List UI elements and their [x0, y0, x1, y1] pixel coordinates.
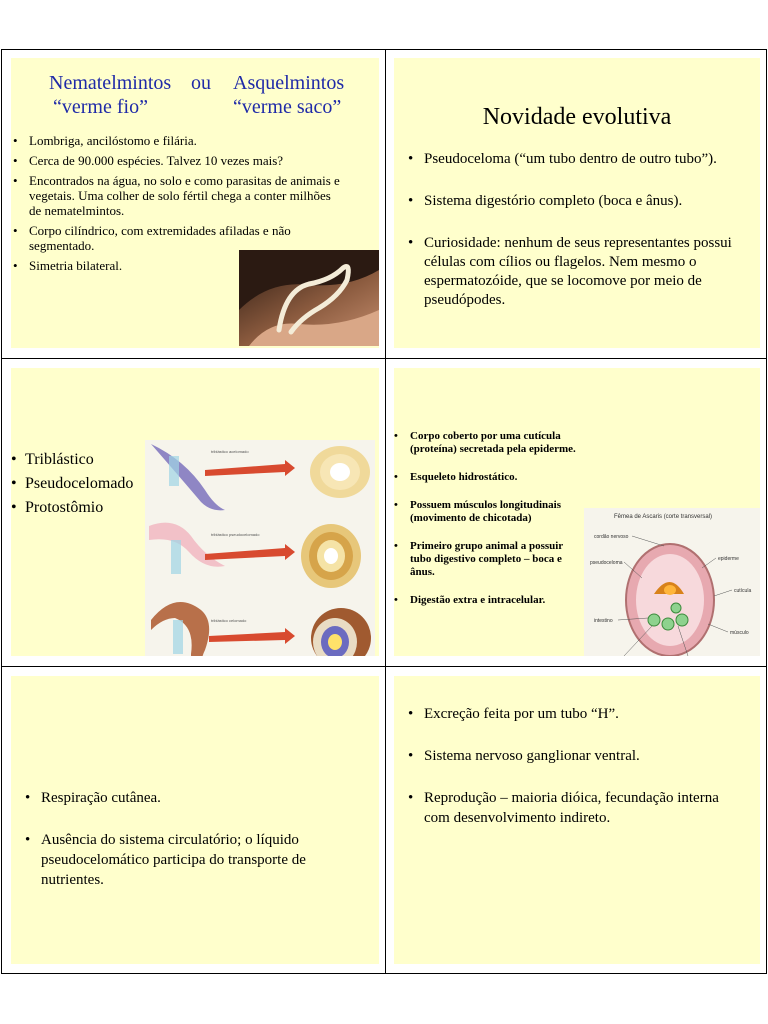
label-intestino: intestino: [594, 618, 613, 624]
list-item: • Protostômio: [11, 496, 141, 520]
list-item: • Corpo cilíndrico, com extremidades afiladas e não segmentado.: [13, 223, 343, 253]
slide-6-bullets: [408, 704, 748, 850]
list-item: • Triblástico: [11, 448, 141, 472]
list-item: • Sistema digestório completo (boca e ânus).: [408, 192, 748, 211]
list-item: • Sistema nervoso ganglionar ventral.: [408, 746, 748, 766]
label-epiderme: epiderme: [718, 556, 739, 562]
list-item: • Simetria bilateral.: [13, 258, 343, 273]
list-item: • Cerca de 90.000 espécies. Talvez 10 vezes mais?: [13, 153, 343, 168]
label-row-3: triblástico celomado: [211, 618, 247, 623]
slide-4: [394, 368, 760, 664]
slide-2-heading: Novidade evolutiva: [482, 104, 672, 130]
list-item: • Pseudocelomado: [11, 472, 141, 496]
slide-6: [394, 676, 760, 964]
list-item: • Possuem músculos longitudinais (movimento de chicotada): [394, 499, 584, 525]
title-asquelmintos: Asquelmintos: [233, 72, 345, 94]
label-row-2: triblástico pseudocelomado: [211, 532, 260, 537]
slide-4-bullets: [394, 430, 584, 622]
slide-5-bullets: [25, 788, 355, 912]
handout-grid: [1, 49, 767, 974]
slide-3: [11, 368, 379, 656]
list-item: • Primeiro grupo animal a possuir tubo digestivo completo – boca e ânus.: [394, 540, 584, 579]
grid-divider-horizontal-2: [2, 666, 766, 667]
list-item: • Lombriga, ancilóstomo e filária.: [13, 133, 343, 148]
body-cavity-diagram: [145, 440, 375, 656]
list-item: • Esqueleto hidrostático.: [394, 471, 584, 484]
title-verme-fio: “verme fio”: [53, 96, 148, 118]
grid-divider-horizontal-1: [2, 358, 766, 359]
title-nematelmintos: Nematelmintos: [49, 72, 172, 94]
slide-3-bullets: [11, 448, 141, 520]
label-musculo: músculo: [730, 630, 749, 636]
list-item: • Digestão extra e intracelular.: [394, 594, 584, 607]
list-item: • Respiração cutânea.: [25, 788, 355, 808]
list-item: • Corpo coberto por uma cutícula (proteína) secretada pela epiderme.: [394, 430, 584, 456]
list-item: • Curiosidade: nenhum de seus representantes possui células com cílios ou flagelos. Nem mesmo o espermatozóide, que se locomove por meio de pseudópodes.: [408, 234, 748, 310]
list-item: • Excreção feita por um tubo “H”.: [408, 704, 748, 724]
label-cordao: cordão nervoso: [594, 534, 629, 540]
label-pseudoceloma: pseudoceloma: [590, 560, 623, 566]
list-item: • Reprodução – maioria dióica, fecundação interna com desenvolvimento indireto.: [408, 788, 748, 828]
slide-1: [11, 58, 379, 348]
list-item: • Encontrados na água, no solo e como parasitas de animais e vegetais. Uma colher de solo fértil chega a conter milhões de nematelmintos.: [13, 173, 343, 218]
title-ou: ou: [191, 72, 211, 94]
slide-2: [394, 58, 760, 348]
worm-on-hand-photo: [239, 250, 379, 346]
title-verme-saco: “verme saco”: [233, 96, 342, 118]
label-cuticula: cutícula: [734, 588, 752, 594]
grid-divider-vertical: [385, 50, 386, 973]
list-item: • Ausência do sistema circulatório; o líquido pseudocelomático participa do transporte de nutrientes.: [25, 830, 355, 890]
slide-5: [11, 676, 379, 964]
list-item: • Pseudoceloma (“um tubo dentro de outro tubo”).: [408, 150, 748, 169]
label-row-1: triblástico acelomado: [211, 449, 249, 454]
ascaris-cross-section-diagram: Fêmea de Ascaris (corte transversal) cordão nervoso pseudoceloma intestino útero ovário epiderme cutícula músculo: [584, 508, 760, 656]
diagram-title: Fêmea de Ascaris (corte transversal): [614, 514, 713, 520]
slide-2-bullets: [408, 150, 748, 333]
